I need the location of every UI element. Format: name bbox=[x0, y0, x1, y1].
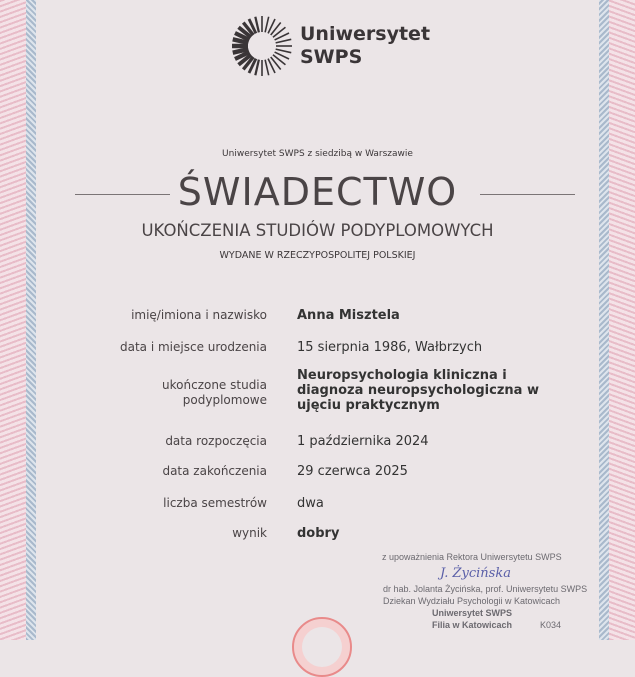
border-stripe-left bbox=[26, 0, 36, 640]
guilloche-border-right bbox=[609, 0, 635, 640]
border-stripe-right bbox=[599, 0, 609, 640]
stamp-university: Uniwersytet SWPS bbox=[432, 608, 513, 618]
value-program: Neuropsychologia kliniczna i diagnoza neuropsychologiczna w ujęciu praktycznym bbox=[297, 368, 539, 413]
value-start: 1 października 2024 bbox=[297, 434, 429, 449]
signature: J. Życińska bbox=[440, 566, 511, 581]
label-birth: data i miejsce urodzenia bbox=[120, 340, 267, 354]
stamp-branch: Filia w Katowicach bbox=[432, 620, 513, 630]
guilloche-border-left bbox=[0, 0, 26, 640]
brand-line2: SWPS bbox=[300, 46, 363, 68]
official-seal bbox=[292, 617, 352, 677]
value-end: 29 czerwca 2025 bbox=[297, 464, 408, 479]
value-name: Anna Misztela bbox=[297, 308, 400, 323]
value-birth: 15 sierpnia 1986, Wałbrzych bbox=[297, 340, 483, 355]
value-semesters: dwa bbox=[297, 496, 324, 511]
stamp-signatory: dr hab. Jolanta Życińska, prof. Uniwersytetu SWPS bbox=[383, 584, 588, 594]
stamp-position: Dziekan Wydziału Psychologii w Katowicach bbox=[383, 596, 560, 606]
label-result: wynik bbox=[232, 526, 267, 540]
label-end: data zakończenia bbox=[162, 464, 267, 478]
label-semesters: liczba semestrów bbox=[163, 496, 267, 510]
document-title: ŚWIADECTWO bbox=[177, 170, 458, 214]
value-result: dobry bbox=[297, 526, 340, 541]
label-program: ukończone studia podyplomowe bbox=[162, 378, 267, 407]
label-start: data rozpoczęcia bbox=[165, 434, 267, 448]
swps-logo-icon bbox=[230, 14, 294, 78]
document-subtitle: UKOŃCZENIA STUDIÓW PODYPLOMOWYCH bbox=[141, 221, 494, 240]
brand-line1: Uniwersytet bbox=[300, 23, 431, 45]
university-seat: Uniwersytet SWPS z siedzibą w Warszawie bbox=[222, 149, 413, 159]
brand-name bbox=[300, 23, 430, 69]
issued-in: WYDANE W RZECZYPOSPOLITEJ POLSKIEJ bbox=[219, 250, 416, 261]
stamp-authorization: z upoważnienia Rektora Uniwersytetu SWPS bbox=[382, 552, 562, 562]
stamp-code: K034 bbox=[540, 620, 562, 630]
label-name: imię/imiona i nazwisko bbox=[131, 308, 267, 322]
